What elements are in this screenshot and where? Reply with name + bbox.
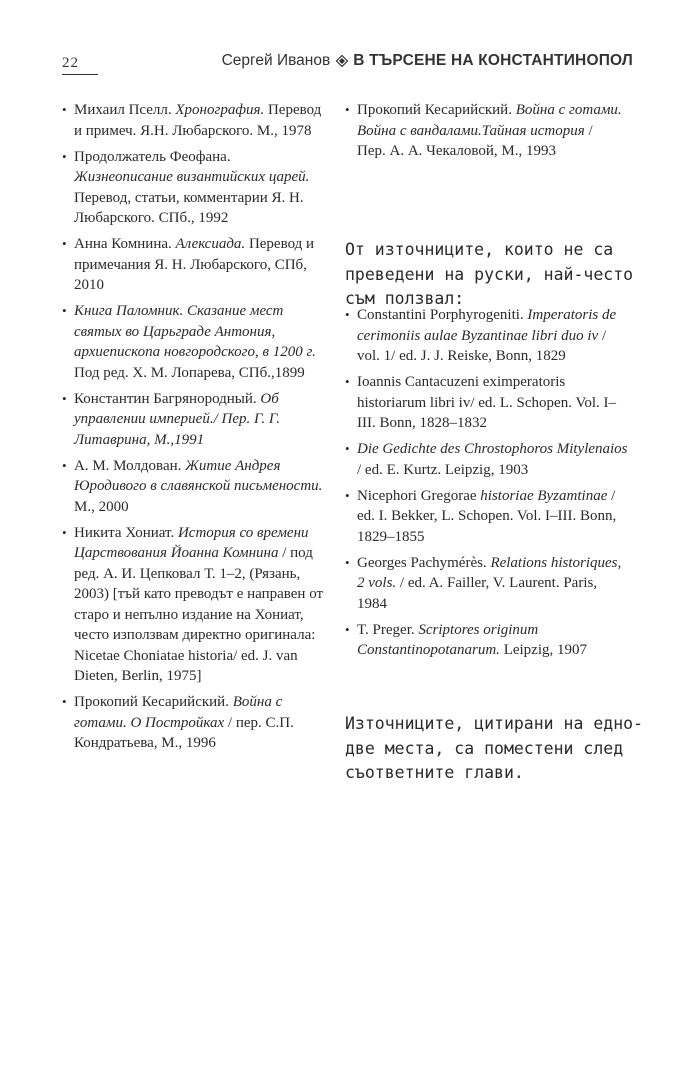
list-item: • Константин Багрянородный. Об управлении империей./ Пер. Г. Г. Литаврина, М.,1991 [62, 389, 324, 451]
list-item: • Die Gedichte des Chrostophoros Mitylenaios / ed. E. Kurtz. Leipzig, 1903 [345, 439, 630, 480]
foreign-sources [345, 305, 630, 666]
reference-list-right [345, 305, 630, 661]
running-head-author: Сергей Иванов [221, 52, 331, 69]
list-item: • Никита Хониат. История со времени Царствования Йоанна Комнина / под ред. А. И. Цепковал Т. 1–2, (Рязань, 2003) [тъй като преводът е направен от старо и непълно издание на Хониат, често използвам директно оригинала: Nicetae Choniatae historia/ ed. J. van Dieten, Berlin, 1975] [62, 523, 324, 687]
left-column [62, 100, 324, 759]
right-column [345, 100, 625, 167]
list-item: • Constantini Porphyrogeniti. Imperatoris de cerimoniis aulae Byzantinae libri duo iv / vol. 1/ ed. J. J. Reiske, Bonn, 1829 [345, 305, 630, 367]
list-item: • Прокопий Кесарийский. Война с готами. О Постройках / пер. С.П. Кондратьева, М., 1996 [62, 692, 324, 754]
list-item: • Ioannis Cantacuzeni eximperatoris historiarum libri iv/ ed. L. Schopen. Vol. I–III. Bonn, 1828–1832 [345, 372, 630, 434]
list-item: • Nicephori Gregorae historiae Byzamtinae / ed. I. Bekker, L. Schopen. Vol. I–III. Bonn, 1829–1855 [345, 486, 630, 548]
page-number: 22 [62, 55, 79, 71]
running-head [222, 52, 633, 70]
list-item: • Georges Pachymérès. Relations historiques, 2 vols. / ed. A. Failler, V. Laurent. Paris, 1984 [345, 553, 630, 615]
list-item: • Анна Комнина. Алексиада. Перевод и примечания Я. Н. Любарского, СПб, 2010 [62, 234, 324, 296]
list-item: • А. М. Молдован. Житие Андрея Юродивого в славянской письмености. М., 2000 [62, 456, 324, 518]
page-number-rule [62, 74, 98, 75]
list-item: • Прокопий Кесарийский. Война с готами. Война с вандалами.Тайная история / Пер. А. А. Чекаловой, М., 1993 [345, 100, 625, 162]
reference-list-left [62, 100, 324, 754]
list-item: • Книга Паломник. Сказание мест святых во Царьграде Антония, архиепископа новгородского, в 1200 г. Под ред. Х. М. Лопарева, СПб.,1899 [62, 301, 324, 383]
reference-list-right-top [345, 100, 625, 162]
list-item: • Михаил Пселл. Хронография. Перевод и примеч. Я.Н. Любарского. М., 1978 [62, 100, 324, 141]
list-item: • T. Preger. Scriptores originum Constantinopotanarum. Leipzig, 1907 [345, 620, 630, 661]
running-head-title: В ТЪРСЕНЕ НА КОНСТАНТИНОПОЛ [353, 52, 633, 69]
list-item: • Продолжатель Феофана. Жизнеописание византийских царей. Перевод, статьи, комментарии Я. Н. Любарского. СПб., 1992 [62, 147, 324, 229]
section-paragraph-untranslated: От източниците, които не са преведени на руски, най-често съм ползвал: [345, 240, 634, 308]
diamond-icon [336, 55, 348, 67]
section-paragraph-cited: Източниците, цитирани на едно-две места, са поместени след съответните глави. [345, 714, 644, 782]
